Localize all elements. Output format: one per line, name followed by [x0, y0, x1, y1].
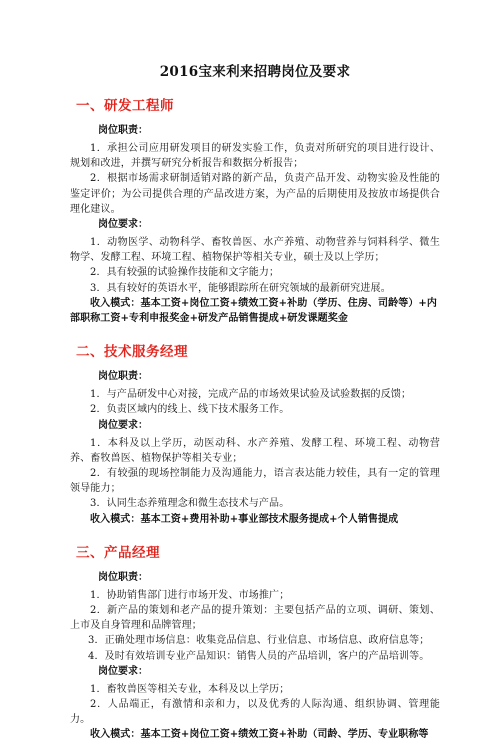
duty-item: 1．协助销售部门进行市场开发、市场推广；: [90, 589, 290, 601]
document-title: 2016宝来利来招聘岗位及要求: [159, 64, 351, 80]
section-product-manager: [70, 541, 440, 743]
income-mode: 收入模式：基本工资+岗位工资+绩效工资+补助（学历、住房、司龄等）+内部职称工资+专利申报奖金+研发产品销售提成+研发课题奖金: [70, 297, 438, 325]
section-heading: 一、研发工程师: [76, 98, 174, 114]
section-heading: 三、产品经理: [76, 544, 160, 561]
section-heading: 二、技术服务经理: [76, 344, 188, 361]
section-rd-engineer: [70, 94, 440, 326]
duties-label: 岗位职责：: [98, 125, 148, 136]
requirement-item: 3．具有较好的英语水平，能够跟踪所在研究领域的最新研究进展。: [90, 282, 391, 294]
duties-label: 岗位职责：: [98, 371, 148, 383]
duty-item: 2．根据市场需求研制适销对路的新产品，负责产品开发、动物实验及性能的鉴定评价；为公司提供合理的产品改进方案，为产品的后期使用及按放市场提供合理化建议。: [70, 173, 440, 215]
income-mode: 收入模式：基本工资+费用补助+事业部技术服务提成+个人销售提成: [90, 513, 399, 525]
requirement-item: 1．畜牧兽医等相关专业，本科及以上学历；: [90, 683, 290, 695]
duties-label: 岗位职责：: [98, 571, 148, 583]
income-mode: 收入模式：基本工资+岗位工资+绩效工资+补助（司龄、学历、专业职称等: [90, 729, 429, 741]
requirement-item: 1．动物医学、动物科学、畜牧兽医、水产养殖、动物营养与饲料科学、微生物学、发酵工程、环境工程、植物保护等相关专业，硕士及以上学历；: [70, 237, 440, 264]
requirements-label: 岗位要求：: [98, 665, 148, 677]
section-tech-service-manager: [70, 340, 440, 527]
duty-item: 4．及时有效培训专业产品知识：销售人员的产品培训，客户的产品培训等。: [88, 650, 430, 662]
duty-item: 3．正确处理市场信息：收集竞品信息、行业信息、市场信息、政府信息等；: [88, 635, 430, 647]
duty-item: 1．与产品研发中心对接，完成产品的市场效果试验及试验数据的反馈；: [90, 389, 412, 401]
requirement-item: 3．认同生态养殖理念和微生态技术与产品。: [90, 498, 290, 510]
requirement-item: 2．有较强的现场控制能力及沟通能力，语言表达能力较佳，具有一定的管理领导能力；: [70, 468, 440, 495]
requirements-label: 岗位要求：: [98, 219, 148, 231]
requirement-item: 2．人品端正，有激情和亲和力，以及优秀的人际沟通、组织协调、管理能力。: [70, 699, 440, 726]
requirement-item: 1．本科及以上学历，动医动科、水产养殖、发酵工程、环境工程、动物营养、畜牧兽医、植物保护等相关专业；: [70, 437, 440, 464]
duty-item: 2．新产品的策划和老产品的提升策划：主要包括产品的立项、调研、策划、上市及自身管理和品牌管理；: [70, 605, 440, 632]
duty-item: 1．承担公司应用研发项目的研发实验工作，负责对所研究的项目进行设计、规划和改进，并撰写研究分析报告和数据分析报告；: [70, 143, 440, 170]
duty-item: 2．负责区域内的线上、线下技术服务工作。: [90, 404, 290, 416]
requirement-item: 2．具有较强的试验操作技能和文字能力；: [90, 267, 280, 279]
requirements-label: 岗位要求：: [98, 419, 148, 431]
